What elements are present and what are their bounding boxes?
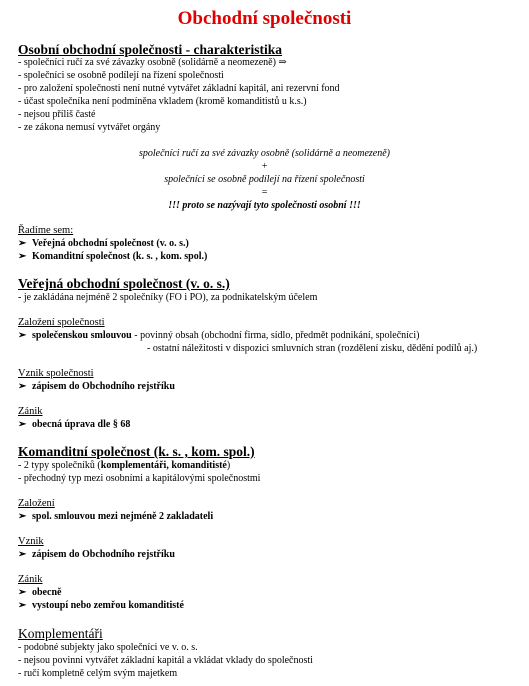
subheading-zanik: Zánik (18, 574, 43, 585)
text-line: - přechodný typ mezi osobními a kapitálovými společnostmi (18, 473, 261, 484)
subheading-radime: Řadíme sem: (18, 225, 74, 236)
bullet-item: ➢ Komanditní společnost (k. s. , kom. spol.) (18, 251, 208, 262)
subheading-zanik: Zánik (18, 406, 43, 417)
text-line: - nejsou příliš časté (18, 109, 96, 120)
section-heading-komplementari: Komplementáři (18, 626, 103, 641)
bullet-item: ➢ zápisem do Obchodního rejstříku (18, 549, 175, 560)
arrow-bullet-icon: ➢ (18, 511, 27, 522)
text-line: - podobné subjekty jako společníci ve v. o. s. (18, 642, 198, 653)
text-line: - společníci ručí za své závazky osobně (solidárně a neomezeně) ⇒ (18, 57, 287, 68)
text-line: - ručí kompletně celým svým majetkem (18, 668, 178, 679)
text-line: - ostatní náležitosti v dispozici smluvních stran (rozdělení zisku, dědění podílů aj.) (147, 343, 478, 354)
centered-line: společníci ručí za své závazky osobně (solidárně a neomezeně) (138, 148, 391, 159)
text-line: - společníci se osobně podílejí na řízení společnosti (18, 70, 224, 81)
arrow-bullet-icon: ➢ (18, 549, 27, 560)
arrow-bullet-icon: ➢ (18, 251, 27, 262)
subheading-vznik: Vznik (18, 536, 44, 547)
text-line: - ze zákona nemusí vytvářet orgány (18, 122, 161, 133)
arrow-bullet-icon: ➢ (18, 600, 27, 611)
centered-plus: + (261, 161, 268, 172)
subheading-zalozeni: Založení společnosti (18, 317, 105, 328)
text-line: - je zakládána nejméně 2 společníky (FO i PO), za podnikatelským účelem (18, 292, 318, 303)
text-line: - pro založení společnosti není nutné vytvářet základní kapitál, ani rezervní fond (18, 83, 340, 94)
arrow-bullet-icon: ➢ (18, 419, 27, 430)
centered-equals: = (261, 187, 268, 198)
bullet-item: ➢ společenskou smlouvou - povinný obsah (obchodní firma, sídlo, předmět podnikání, společníci) (18, 330, 420, 341)
text-line: - účast společníka není podmíněna vkladem (kromě komanditistů u k.s.) (18, 96, 307, 107)
arrow-bullet-icon: ➢ (18, 238, 27, 249)
bullet-item: ➢ zápisem do Obchodního rejstříku (18, 381, 175, 392)
bullet-item: ➢ Veřejná obchodní společnost (v. o. s.) (18, 238, 189, 249)
subheading-vznik: Vznik společnosti (18, 368, 94, 379)
section-heading-osobni: Osobní obchodní společnosti - charakteristika (18, 42, 283, 57)
arrow-bullet-icon: ➢ (18, 330, 27, 341)
arrow-bullet-icon: ➢ (18, 587, 27, 598)
arrow-bullet-icon: ➢ (18, 381, 27, 392)
centered-conclusion: !!! proto se nazývají tyto společnosti osobní !!! (168, 200, 361, 211)
bullet-item: ➢ obecná úprava dle § 68 (18, 419, 131, 430)
bullet-item: ➢ obecně (18, 587, 62, 598)
bullet-item: ➢ spol. smlouvou mezi nejméně 2 zakladateli (18, 511, 214, 522)
text-line: - 2 typy společníků (komplementáři, komanditisté) (18, 460, 231, 471)
page-title: Obchodní společnosti (177, 8, 352, 29)
subheading-zalozeni: Založení (18, 498, 55, 509)
centered-line: společníci se osobně podílejí na řízení společnosti (164, 174, 365, 185)
section-heading-ks: Komanditní společnost (k. s. , kom. spol.) (18, 444, 255, 459)
text-line: - nejsou povinni vytvářet základní kapitál a vkládat vklady do společnosti (18, 655, 313, 666)
section-heading-vos: Veřejná obchodní společnost (v. o. s.) (18, 276, 230, 291)
bullet-item: ➢ vystoupí nebo zemřou komanditisté (18, 600, 184, 611)
